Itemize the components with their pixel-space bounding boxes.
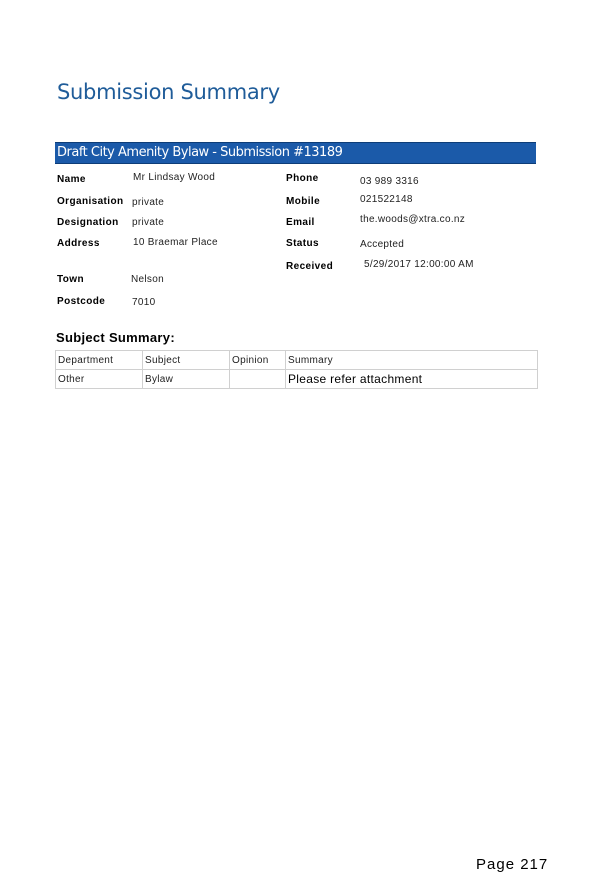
- address-value: 10 Braemar Place: [133, 237, 218, 248]
- designation-label: Designation: [57, 217, 119, 228]
- table-row: [56, 370, 538, 389]
- subject-summary-table: [55, 350, 538, 389]
- column-header-department: Department: [56, 351, 143, 370]
- cell-summary: Please refer attachment: [286, 370, 538, 389]
- page-title: Submission Summary: [57, 80, 280, 104]
- cell-department: Other: [56, 370, 143, 389]
- column-header-subject: Subject: [143, 351, 230, 370]
- mobile-value: 021522148: [360, 194, 413, 205]
- town-value: Nelson: [131, 274, 164, 285]
- address-label: Address: [57, 238, 100, 249]
- received-label: Received: [286, 261, 334, 272]
- submission-banner: [55, 142, 536, 164]
- column-header-opinion: Opinion: [230, 351, 286, 370]
- cell-subject: Bylaw: [143, 370, 230, 389]
- table-header-row: [56, 351, 538, 370]
- postcode-label: Postcode: [57, 296, 106, 307]
- town-label: Town: [57, 274, 84, 285]
- name-value: Mr Lindsay Wood: [133, 172, 216, 183]
- postcode-value: 7010: [132, 297, 156, 308]
- organisation-value: private: [132, 197, 165, 208]
- phone-value: 03 989 3316: [360, 176, 419, 187]
- email-label: Email: [286, 217, 315, 228]
- status-value: Accepted: [360, 239, 405, 250]
- email-value: the.woods@xtra.co.nz: [360, 214, 466, 225]
- subject-summary-heading: Subject Summary:: [56, 330, 175, 345]
- mobile-label: Mobile: [286, 196, 321, 207]
- name-label: Name: [57, 174, 86, 185]
- page-number: Page 217: [476, 856, 549, 873]
- status-label: Status: [286, 238, 319, 249]
- designation-value: private: [132, 217, 165, 228]
- received-value: 5/29/2017 12:00:00 AM: [364, 259, 474, 270]
- submission-banner-text: Draft City Amenity Bylaw - Submission #13189: [57, 145, 343, 160]
- organisation-label: Organisation: [57, 196, 124, 207]
- phone-label: Phone: [286, 173, 319, 184]
- cell-opinion: [230, 370, 286, 389]
- column-header-summary: Summary: [286, 351, 538, 370]
